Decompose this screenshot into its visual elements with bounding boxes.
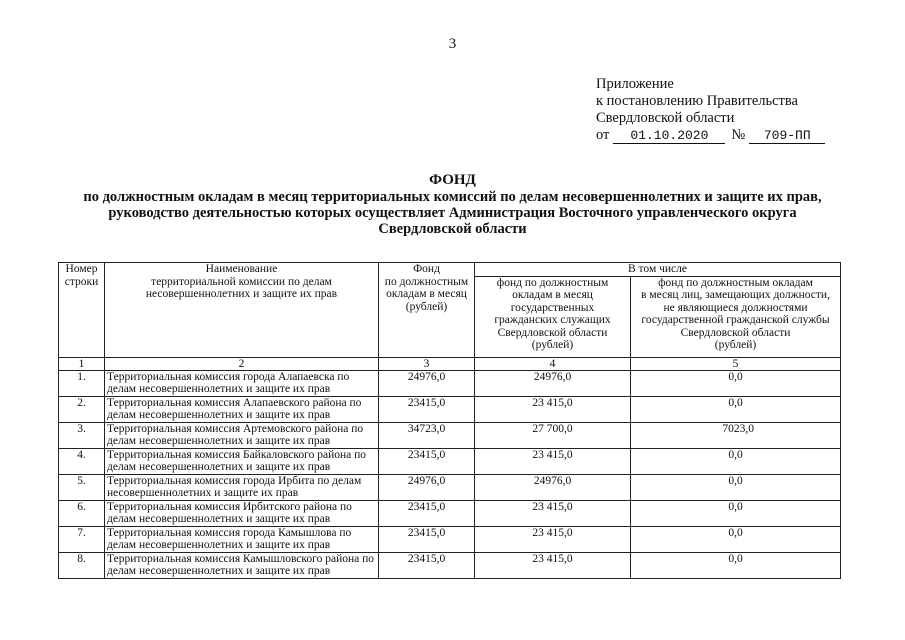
fund-non-civil: 0,0 <box>631 370 841 396</box>
row-number: 3. <box>59 422 105 448</box>
resolution-date: 01.10.2020 <box>613 129 725 144</box>
commission-name: Территориальная комиссия Ирбитского района по делам несовершеннолетних и защите их прав <box>105 500 379 526</box>
commission-name: Территориальная комиссия города Ирбита по делам несовершеннолетних и защите их прав <box>105 474 379 500</box>
column-number: 4 <box>475 357 631 370</box>
column-number: 1 <box>59 357 105 370</box>
fund-non-civil: 0,0 <box>631 552 841 578</box>
row-number: 2. <box>59 396 105 422</box>
row-number: 7. <box>59 526 105 552</box>
fund-non-civil: 0,0 <box>631 526 841 552</box>
page-number: 3 <box>448 36 457 52</box>
fund-civil: 23 415,0 <box>475 552 631 578</box>
number-label: № <box>731 127 746 143</box>
header-row-1 <box>59 263 841 277</box>
fund-non-civil: 0,0 <box>631 474 841 500</box>
title-line-1: по должностным окладам в месяц территориальных комиссий по делам несовершеннолетних и защите их прав, <box>83 189 822 205</box>
commission-name: Территориальная комиссия города Алапаевска по делам несовершеннолетних и защите их прав <box>105 370 379 396</box>
table-row <box>59 422 841 448</box>
appendix-line-3: Свердловской области <box>596 110 735 126</box>
fund-total: 24976,0 <box>379 474 475 500</box>
header-civil: фонд по должностным окладам в месяц государственных гражданских служащих Свердловской области (рублей) <box>475 276 631 357</box>
title-line-2: руководство деятельностью которых осуществляет Администрация Восточного управленческого округа <box>108 205 797 221</box>
fund-civil: 23 415,0 <box>475 500 631 526</box>
appendix-date-line <box>596 127 856 144</box>
table-row <box>59 474 841 500</box>
table-row <box>59 448 841 474</box>
title-line-3: Свердловской области <box>378 221 527 237</box>
table-row <box>59 396 841 422</box>
fund-total: 23415,0 <box>379 500 475 526</box>
column-number-row <box>59 357 841 370</box>
fund-non-civil: 7023,0 <box>631 422 841 448</box>
fund-total: 23415,0 <box>379 396 475 422</box>
row-number: 1. <box>59 370 105 396</box>
table-row <box>59 526 841 552</box>
table-row <box>59 370 841 396</box>
fund-non-civil: 0,0 <box>631 396 841 422</box>
appendix-block <box>596 76 856 144</box>
commission-name: Территориальная комиссия Алапаевского района по делам несовершеннолетних и защите их прав <box>105 396 379 422</box>
table-row <box>59 500 841 526</box>
fund-civil: 23 415,0 <box>475 448 631 474</box>
row-number: 6. <box>59 500 105 526</box>
fund-non-civil: 0,0 <box>631 500 841 526</box>
resolution-number: 709-ПП <box>749 129 825 144</box>
fund-total: 34723,0 <box>379 422 475 448</box>
fund-total: 24976,0 <box>379 370 475 396</box>
appendix-line-2: к постановлению Правительства <box>596 93 798 109</box>
header-row-number: Номер строки <box>59 263 105 358</box>
fund-total: 23415,0 <box>379 448 475 474</box>
fund-total: 23415,0 <box>379 552 475 578</box>
row-number: 8. <box>59 552 105 578</box>
fund-civil: 23 415,0 <box>475 396 631 422</box>
header-including: В том числе <box>475 263 841 277</box>
fund-civil: 23 415,0 <box>475 526 631 552</box>
from-label: от <box>596 127 610 143</box>
column-number: 2 <box>105 357 379 370</box>
fund-table <box>58 262 841 579</box>
title-main: ФОНД <box>429 172 476 188</box>
fund-total: 23415,0 <box>379 526 475 552</box>
fund-civil: 24976,0 <box>475 474 631 500</box>
table-row <box>59 552 841 578</box>
appendix-line-1: Приложение <box>596 76 674 92</box>
fund-civil: 24976,0 <box>475 370 631 396</box>
header-non-civil: фонд по должностным окладам в месяц лиц, замещающих должности, не являющиеся должностями государственной гражданской службы Свердловской области (рублей) <box>631 276 841 357</box>
column-number: 3 <box>379 357 475 370</box>
header-fund: Фонд по должностным окладам в месяц (рублей) <box>379 263 475 358</box>
commission-name: Территориальная комиссия Артемовского района по делам несовершеннолетних и защите их прав <box>105 422 379 448</box>
fund-civil: 27 700,0 <box>475 422 631 448</box>
row-number: 5. <box>59 474 105 500</box>
column-number: 5 <box>631 357 841 370</box>
commission-name: Территориальная комиссия города Камышлова по делам несовершеннолетних и защите их прав <box>105 526 379 552</box>
commission-name: Территориальная комиссия Камышловского района по делам несовершеннолетних и защите их прав <box>105 552 379 578</box>
row-number: 4. <box>59 448 105 474</box>
document-title <box>50 172 855 237</box>
fund-non-civil: 0,0 <box>631 448 841 474</box>
commission-name: Территориальная комиссия Байкаловского района по делам несовершеннолетних и защите их прав <box>105 448 379 474</box>
header-name: Наименование территориальной комиссии по делам несовершеннолетних и защите их прав <box>105 263 379 358</box>
